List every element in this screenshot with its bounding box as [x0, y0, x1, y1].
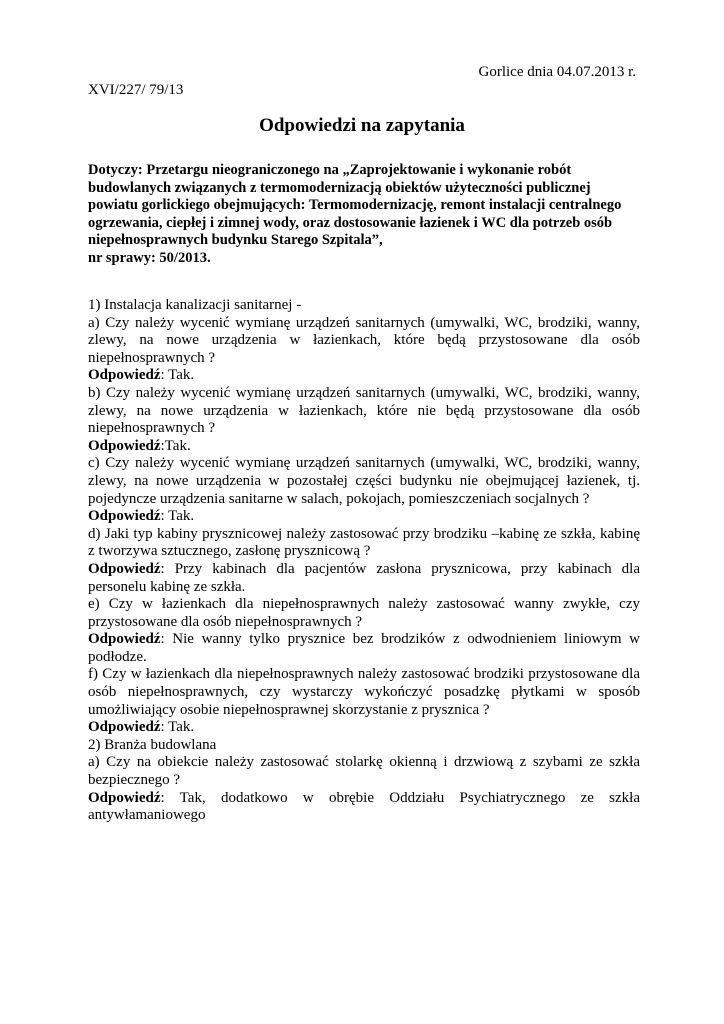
question: a) Czy na obiekcie należy zastosować stolarkę okienną i drzwiową z szybami ze szkła bezpiecznego ?: [88, 754, 640, 789]
question: c) Czy należy wycenić wymianę urządzeń sanitarnych (umywalki, WC, brodziki, wanny, zlewy, na nowe urządzenia w pozostałej części budynku nie obejmującej łazienek, tj. pojedyncze urządzenia sanitarne w salach, pokojach, pomieszczeniach socjalnych ?: [88, 455, 640, 507]
answer: [88, 719, 640, 737]
question: a) Czy należy wycenić wymianę urządzeń sanitarnych (umywalki, WC, brodziki, wanny, zlewy, na nowe urządzenia w łazienkach, które będą przystosowane dla osób niepełnosprawnych ?: [88, 314, 640, 366]
case-number: nr sprawy: 50/2013.: [88, 249, 211, 266]
question: d) Jaki typ kabiny prysznicowej należy zastosować przy brodziku –kabinę ze szkła, kabinę z tworzywa sztucznego, zasłonę prysznicową ?: [88, 525, 640, 560]
answer-label: Odpowiedź: [88, 437, 161, 454]
answer: [88, 790, 640, 825]
document-title: Odpowiedzi na zapytania: [259, 115, 465, 136]
answer-text: : Tak, dodatkowo w obrębie Oddziału Psychiatrycznego ze szkła antywłamaniowego: [88, 789, 640, 824]
subject-line: budowlanych związanych z termomodernizacją obiektów użyteczności publicznej: [88, 179, 591, 196]
answer-text: :Tak.: [160, 437, 191, 454]
answer: [88, 508, 640, 526]
answer-label: Odpowiedź: [88, 719, 161, 736]
answer: [88, 438, 640, 456]
subject-line: Dotyczy: Przetargu nieograniczonego na „Zaprojektowanie i wykonanie robót: [88, 162, 572, 178]
reference-number: XVI/227/ 79/13: [88, 82, 184, 98]
subject-line: niepełnosprawnych budynku Starego Szpitala”,: [88, 232, 383, 248]
question: b) Czy należy wycenić wymianę urządzeń sanitarnych (umywalki, WC, brodziki, wanny, zlewy, na nowe urządzenia w łazienkach, które nie będą przystosowane dla osób niepełnosprawnych ?: [88, 384, 640, 437]
answer-label: Odpowiedź: [88, 631, 161, 648]
subject-line: powiatu gorlickiego obejmujących: Termomodernizację, remont instalacji centralnego: [88, 197, 622, 213]
subject-line: ogrzewania, ciepłej i zimnej wody, oraz dostosowanie łazienek i WC dla potrzeb osób: [88, 214, 613, 231]
question: f) Czy w łazienkach dla niepełnosprawnych należy zastosować brodziki przystosowane dla osób niepełnosprawnych, czy wystarczy wykończyć posadzkę płytkami w sposób umożliwiający osobie niepełnosprawnej skorzystanie z prysznica ?: [88, 666, 640, 718]
answer-label: Odpowiedź: [88, 789, 161, 806]
question: e) Czy w łazienkach dla niepełnosprawnych należy zastosować wanny zwykłe, czy przystosowane dla osób niepełnosprawnych ?: [88, 596, 640, 630]
questions-and-answers: [88, 297, 640, 825]
answer: [88, 367, 640, 385]
answer-text: : Przy kabinach dla pacjentów zasłona prysznicowa, przy kabinach dla personelu kabinę ze szkła.: [88, 560, 640, 595]
answer-text: : Tak.: [160, 367, 195, 384]
answer-label: Odpowiedź: [88, 367, 161, 384]
section-heading: 1) Instalacja kanalizacji sanitarnej -: [88, 297, 302, 313]
answer-text: : Tak.: [160, 719, 195, 736]
answer-label: Odpowiedź: [88, 560, 161, 577]
subject-block: [88, 162, 636, 267]
answer: [88, 631, 640, 666]
answer-text: : Nie wanny tylko prysznice bez brodzików z odwodnieniem liniowym w podłodze.: [88, 631, 640, 665]
answer: [88, 561, 640, 596]
document-date: Gorlice dnia 04.07.2013 r.: [478, 64, 636, 80]
answer-text: : Tak.: [160, 508, 195, 525]
section-heading: 2) Branża budowlana: [88, 736, 217, 753]
answer-label: Odpowiedź: [88, 508, 161, 525]
